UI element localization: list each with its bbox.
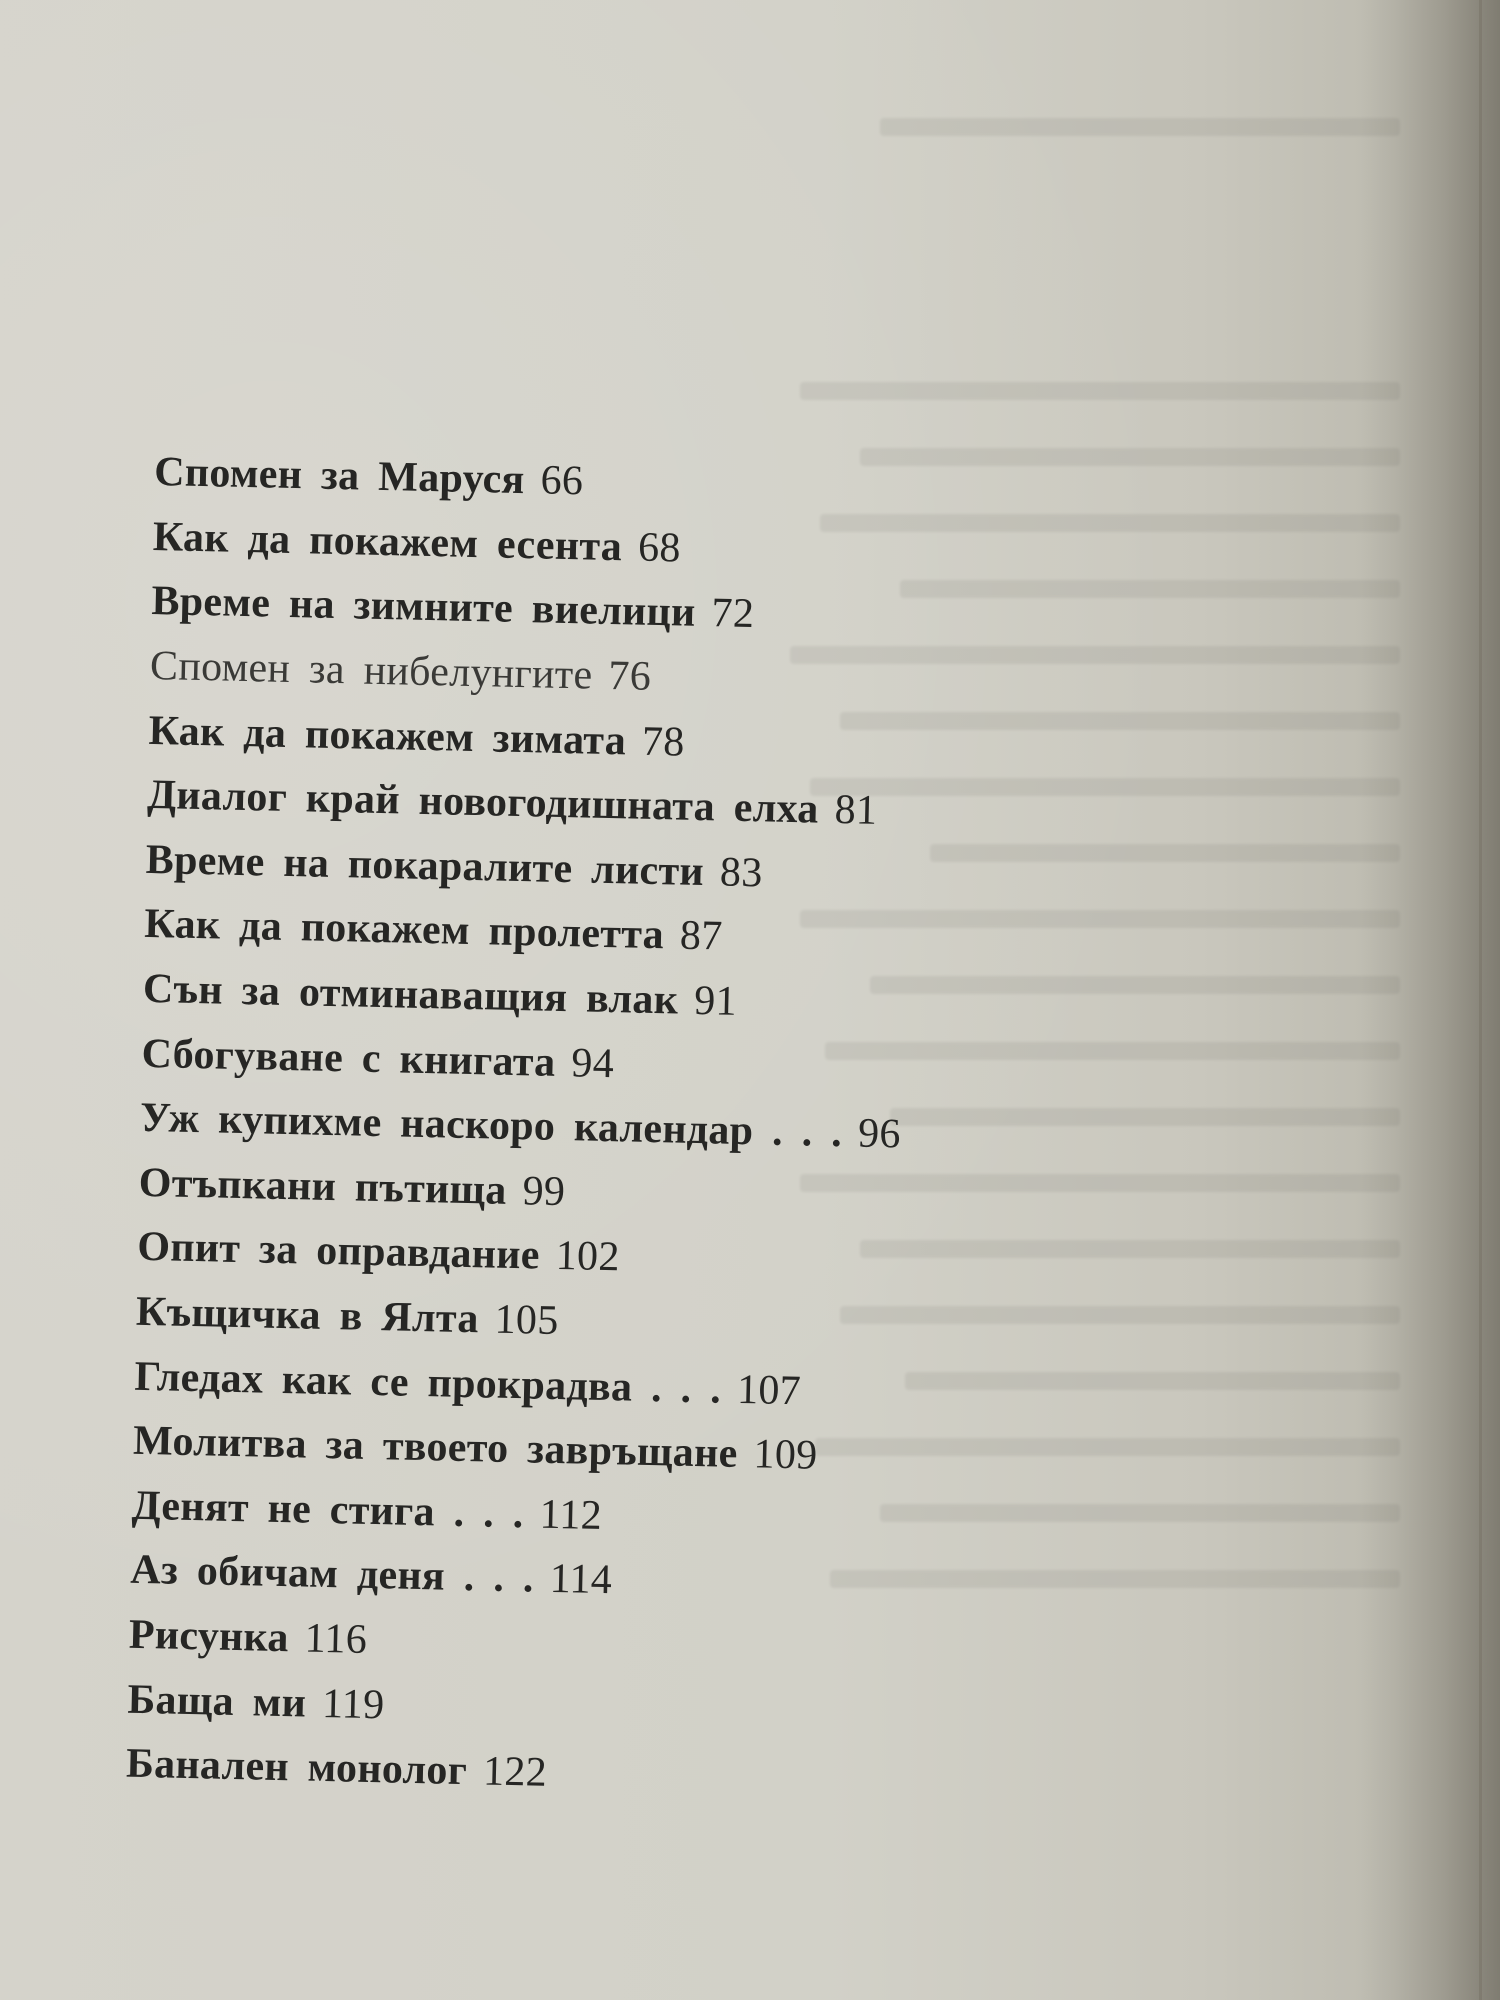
toc-page-number: 109 xyxy=(753,1431,818,1479)
toc-page-number: 78 xyxy=(641,718,686,766)
toc-entry-title: Време на покаралите листи xyxy=(145,836,705,895)
toc-entry-title: Време на зимните виелици xyxy=(150,578,697,637)
toc-entry-title: Баща ми xyxy=(127,1676,307,1727)
toc-page-number: 83 xyxy=(719,849,764,897)
toc-entry-title: Сбогуване с книгата xyxy=(141,1030,556,1086)
toc-entry-title: Рисунка xyxy=(128,1611,290,1662)
toc-page-number: 72 xyxy=(711,590,755,638)
table-of-contents xyxy=(125,440,1154,1818)
toc-page-number: 107 xyxy=(736,1366,802,1414)
toc-page-number: 81 xyxy=(834,787,878,835)
toc-entry-title: Как да покажем пролетта xyxy=(143,901,665,959)
toc-page-number: 87 xyxy=(679,913,724,960)
toc-entry-title: Банален монолог xyxy=(125,1740,468,1795)
toc-page-number: 105 xyxy=(494,1296,560,1345)
page-edge xyxy=(1479,0,1482,2000)
toc-entry-title: Как да покажем есента xyxy=(152,513,623,571)
toc-page-number: 112 xyxy=(539,1491,603,1539)
toc-page-number: 116 xyxy=(304,1615,368,1663)
toc-entry-title: Сън за отминаващия влак xyxy=(142,965,679,1024)
toc-page-number: 76 xyxy=(607,653,652,700)
toc-page-number: 102 xyxy=(555,1233,621,1281)
toc-entry-title: Молитва за твоето завръщане xyxy=(132,1417,739,1478)
toc-entry-title: Денят не стига . . . xyxy=(131,1482,525,1538)
toc-entry-title: Как да покажем зимата xyxy=(148,707,627,765)
toc-page-number: 94 xyxy=(570,1039,615,1087)
toc-entry-title: Къщичка в Ялта xyxy=(135,1288,480,1343)
toc-entry-title: Опит за оправдание xyxy=(136,1224,541,1280)
toc-page-number: 91 xyxy=(693,977,738,1025)
toc-entry-title: Уж купихме наскоро календар . . . xyxy=(139,1095,843,1157)
toc-page-number: 122 xyxy=(482,1748,548,1797)
toc-entry-title: Отъпкани пътища xyxy=(138,1159,508,1214)
toc-page-number: 114 xyxy=(549,1556,613,1604)
toc-page-number: 96 xyxy=(857,1110,902,1158)
toc-entry-title: Гледах как се прокрадва . . . xyxy=(134,1353,722,1413)
toc-entry-title: Аз обичам деня . . . xyxy=(129,1547,535,1602)
toc-entry-title: Спомен за Маруся xyxy=(153,449,526,504)
toc-page-number: 66 xyxy=(540,457,584,505)
toc-page-number: 119 xyxy=(321,1680,385,1728)
toc-entry-title: Диалог край новогодишната елха xyxy=(146,772,820,833)
toc-entry-title: Спомен за нибелунгите xyxy=(149,643,593,699)
toc-page-number: 99 xyxy=(522,1168,566,1215)
toc-page-number: 68 xyxy=(637,524,682,572)
